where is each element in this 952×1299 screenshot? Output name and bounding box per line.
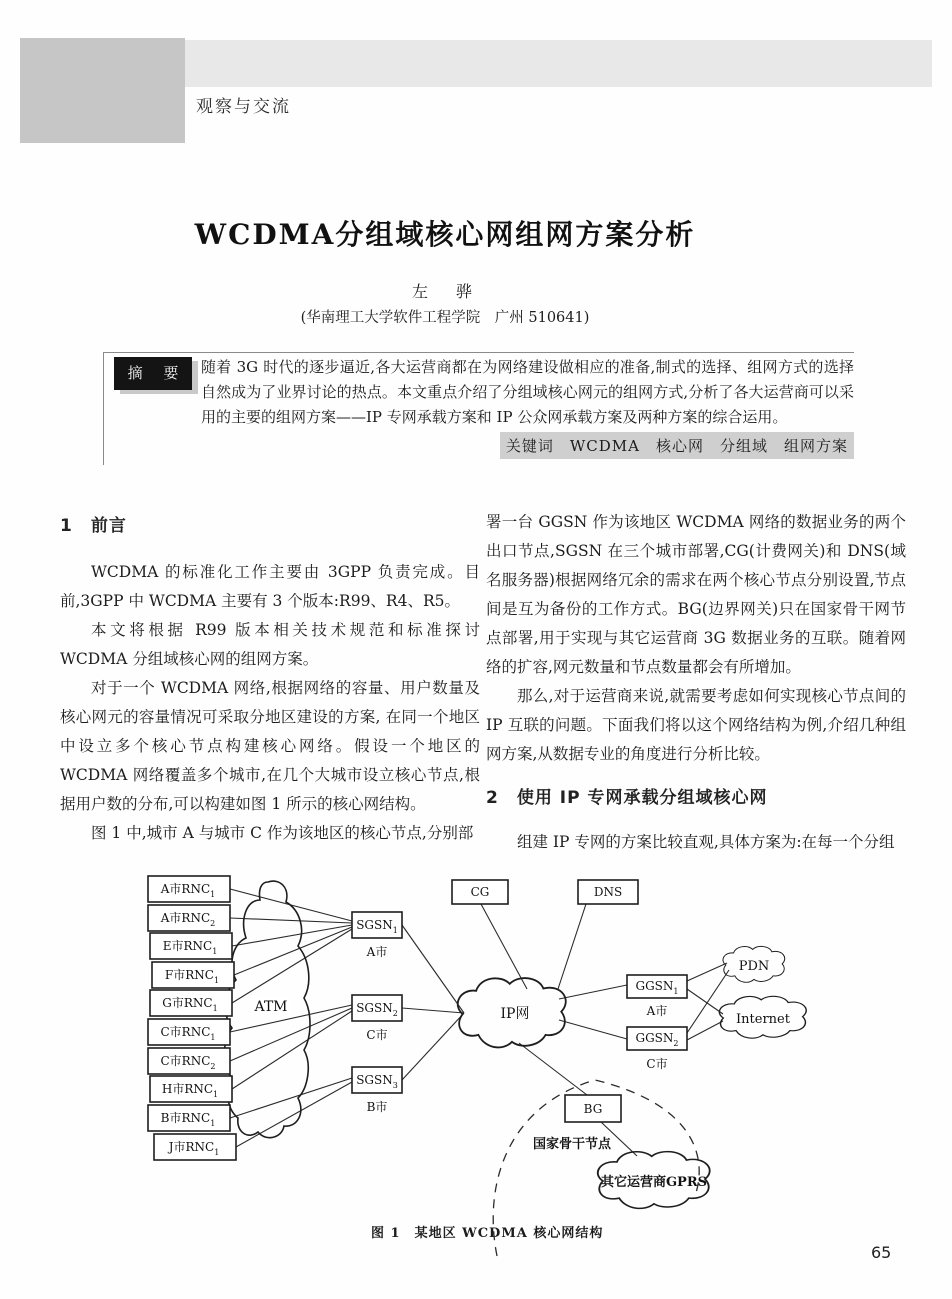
ip-net-label: IP网 — [500, 1006, 530, 1022]
atm-label: ATM — [254, 999, 288, 1015]
node-sgsn-1 — [352, 912, 402, 959]
rnc-node-label: E市$RNC_1$ — [162, 939, 218, 956]
edge-ggsn1-pdn — [687, 963, 727, 981]
edge-ggsn2-internet — [687, 1021, 723, 1040]
article-author: 左 骅 — [411, 282, 478, 301]
edge-ggsn2-pdn — [687, 970, 729, 1033]
column-right — [486, 508, 906, 857]
svg-text:GGSN2: $GGSN_2$ — [635, 1031, 679, 1048]
rnc-node-label: H市$RNC_1$ — [161, 1082, 219, 1099]
edges-rnc-to-sgsn — [230, 889, 352, 1147]
page-number: 65 — [871, 1243, 892, 1262]
node-dns — [578, 880, 638, 904]
paragraph-s1-p4: 图 1 中,城市 A 与城市 C 作为该地区的核心节点,分别部 — [91, 824, 474, 842]
edges-sgsn-to-ip — [402, 925, 464, 1080]
article-title: WCDMA分组域核心网组网方案分析 — [194, 218, 696, 251]
rnc-node-label: B市$RNC_1$ — [160, 1111, 216, 1128]
svg-text:GGSN1: $GGSN_1$ — [635, 979, 679, 996]
keywords-row — [201, 432, 854, 459]
rnc-node-label: J市$RNC_1$ — [168, 1140, 220, 1157]
masthead-dark-block — [20, 38, 185, 143]
pdn-label: PDN — [738, 959, 770, 974]
edge-ip-ggsn1 — [559, 985, 627, 999]
svg-text:SGSN2: $SGSN_2$ — [356, 1001, 398, 1018]
figure-caption: 图 1 某地区 WCDMA 核心网结构 — [371, 1226, 604, 1241]
masthead-light-band — [185, 40, 932, 87]
article-affiliation: (华南理工大学软件工程学院 广州 510641) — [300, 310, 590, 326]
other-gprs-label: 其它运营商GPRS — [600, 1175, 708, 1190]
section-1-heading: 1 前言 — [60, 516, 127, 536]
node-bg — [565, 1095, 621, 1122]
paragraph-s1-p1: WCDMA 的标准化工作主要由 3GPP 负责完成。目前,3GPP 中 WCDMA 主要有 3 个版本:R99、R4、R5。 — [60, 563, 480, 610]
keywords-line: 关键词 WCDMA 核心网 分组域 组网方案 — [500, 432, 854, 459]
rnc-node-label: C市$RNC_2$ — [160, 1054, 216, 1071]
rnc-node-label: F市$RNC_1$ — [164, 968, 220, 985]
sgsn-2-city: C市 — [366, 1028, 388, 1042]
figure-diagram — [60, 868, 920, 1268]
node-cg — [452, 880, 508, 904]
section-2-heading: 2 使用 IP 专网承载分组域核心网 — [486, 788, 768, 808]
edge-ip-bg — [519, 1043, 587, 1095]
node-rnc-list — [148, 876, 236, 1160]
abstract-label: 摘 要 — [114, 357, 192, 390]
masthead-section-label: 观察与交流 — [196, 97, 291, 117]
backbone-label: 国家骨干节点 — [532, 1137, 612, 1152]
edge-ggsn1-internet — [687, 989, 723, 1014]
svg-text:SGSN1: $SGSN_1$ — [356, 918, 398, 935]
sgsn-3-city: B市 — [366, 1100, 388, 1114]
column-left — [60, 512, 480, 848]
edge-dns-ip — [558, 904, 586, 989]
node-ggsn-1 — [627, 975, 687, 1018]
abstract-panel — [103, 352, 854, 465]
svg-text:DNS: DNS — [593, 885, 623, 899]
edge-cg-ip — [481, 904, 527, 989]
sgsn-1-city: A市 — [366, 945, 388, 959]
node-ggsn-2 — [627, 1027, 687, 1071]
paragraph-s1-p3: 对于一个 WCDMA 网络,根据网络的容量、用户数量及核心网元的容量情况可采取分地区建设的方案, 在同一个地区中设立多个核心节点构建核心网络。假设一个地区的 WCDMA 网络覆盖多个城市,在几个大城市设立核心节点,根据用户数的分布,可以构建如图 1 所示的核心网结构。 — [60, 679, 480, 813]
node-sgsn-3 — [352, 1067, 402, 1114]
svg-text:SGSN3: $SGSN_3$ — [356, 1073, 398, 1090]
svg-text:BG: BG — [583, 1102, 603, 1116]
ggsn-1-city: A市 — [646, 1004, 668, 1018]
rnc-node-label: A市$RNC_1$ — [160, 882, 216, 899]
abstract-text: 随着 3G 时代的逐步逼近,各大运营商都在为网络建设做相应的准备,制式的选择、组网方式的选择自然成为了业界讨论的热点。本文重点介绍了分组域核心网元的组网方式,分析了各大运营商可以采用的主要的组网方案——IP 专网承载方案和 IP 公众网承载方案及两种方案的综合运用。 — [201, 358, 854, 426]
edge-ip-ggsn2 — [559, 1020, 627, 1039]
paragraph-s1-p2: 本文将根据 R99 版本相关技术规范和标准探讨 WCDMA 分组域核心网的组网方案。 — [60, 621, 480, 668]
paragraph-s1-p5: 署一台 GGSN 作为该地区 WCDMA 网络的数据业务的两个出口节点,SGSN 在三个城市部署,CG(计费网关)和 DNS(域名服务器)根据网络冗余的需求在两个核心节点分别设置,节点间是互为备份的工作方式。BG(边界网关)只在国家骨干网节点部署,用于实现与其它运营商 3G 数据业务的互联。随着网络的扩容,网元数量和节点数量都会有所增加。 — [486, 513, 906, 676]
paragraph-s2-p1: 组建 IP 专网的方案比较直观,具体方案为:在每一个分组 — [517, 833, 895, 851]
internet-label: Internet — [736, 1012, 790, 1027]
ggsn-2-city: C市 — [646, 1057, 668, 1071]
rnc-node-label: A市$RNC_2$ — [160, 911, 216, 928]
node-sgsn-2 — [352, 995, 402, 1042]
rnc-node-label: C市$RNC_1$ — [160, 1025, 216, 1042]
svg-text:CG: CG — [470, 885, 490, 899]
paragraph-s1-p6: 那么,对于运营商来说,就需要考虑如何实现核心节点间的 IP 互联的问题。下面我们将以这个网络结构为例,介绍几种组网方案,从数据专业的角度进行分析比较。 — [486, 687, 906, 763]
rnc-node-label: G市$RNC_1$ — [162, 996, 218, 1013]
